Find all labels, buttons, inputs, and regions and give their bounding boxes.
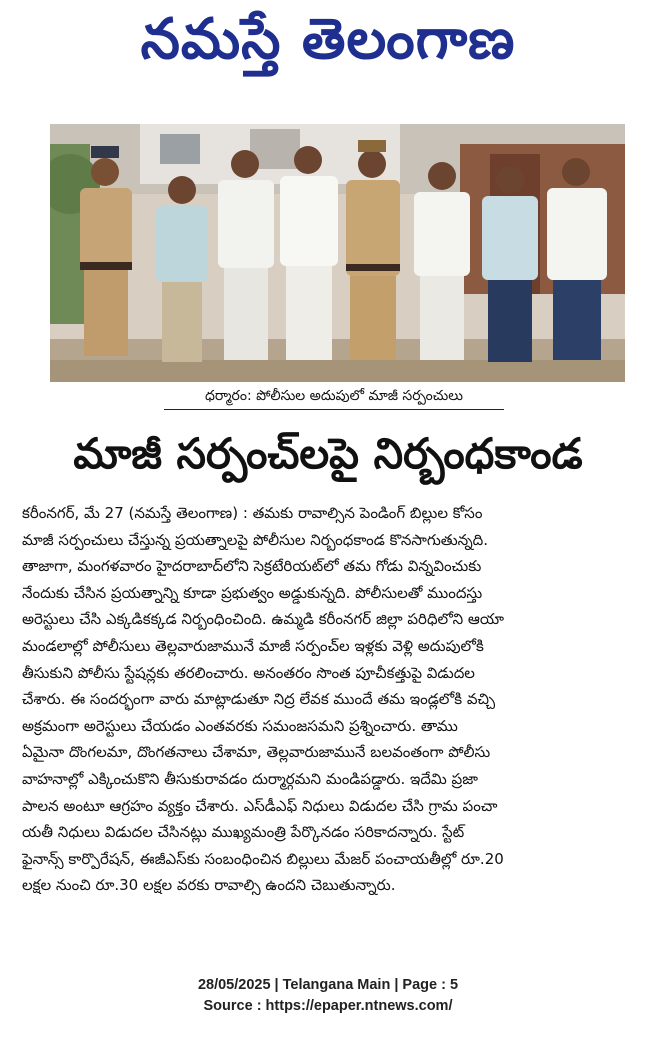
- article-line: యతీ నిధులు విడుదల చేసినట్లు ముఖ్యమంత్రి పేర్కొనడం సరికాదన్నారు. స్టేట్: [22, 823, 465, 842]
- article-line: లక్షల నుంచి రూ.30 లక్షల వరకు రావాల్సి ఉందని చెబుతున్నారు.: [22, 876, 396, 895]
- newspaper-title: నమస్తే తెలంగాణ: [140, 6, 516, 72]
- article-line: ఏమైనా దొంగలమా, దొంగతనాలు చేశామా, తెల్లవారుజామునే బలవంతంగా పోలీసు: [22, 743, 491, 762]
- article-body: [22, 500, 634, 899]
- article-line: తాజాగా, మంగళవారం హైదరాబాద్‌లోని సెక్రటేరియట్‌లో తమ గోడు విన్నవించుకు: [22, 557, 482, 576]
- article-line: పాలన అంటూ ఆగ్రహం వ్యక్తం చేశారు. ఎస్‌డీఎఫ్ నిధులు విడుదల చేసి గ్రామ పంచా: [22, 796, 498, 815]
- article-line: తీసుకుని పోలీసు స్టేషన్లకు తరలించారు. అనంతరం సొంత పూచీకత్తుపై విడుదల: [22, 663, 475, 682]
- article-line: అక్రమంగా అరెస్టులు చేయడం ఎంతవరకు సమంజసమని ప్రశ్నించారు. తాము: [22, 716, 458, 735]
- article-line: మాజీ సర్పంచులు చేస్తున్న ప్రయత్నాలపై పోలీసుల నిర్బంధకాండ కొనసాగుతున్నది.: [22, 530, 488, 549]
- person-3: [218, 150, 274, 360]
- footer-source-line: Source : https://epaper.ntnews.com/: [203, 998, 453, 1014]
- article-line: చేశారు. ఈ సందర్భంగా వారు మాట్లాడుతూ నిద్ర లేవక ముందే తమ ఇండ్లలోకి వచ్చి: [22, 690, 496, 709]
- footer: [0, 975, 656, 1017]
- article-line: అరెస్టులు చేసి ఎక్కడికక్కడ నిర్బంధించింది. ఉమ్మడి కరీంనగర్ జిల్లా పరిధిలోని ఆయా: [22, 610, 504, 629]
- footer-date-line: 28/05/2025 | Telangana Main | Page : 5: [197, 977, 459, 993]
- person-4: [280, 146, 338, 360]
- article-line: కరీంనగర్, మే 27 (నమస్తే తెలంగాణ) : తమకు రావాల్సిన పెండింగ్ బిల్లుల కోసం: [22, 504, 483, 522]
- article-line: వాహనాల్లో ఎక్కించుకొని తీసుకురావడం దుర్మార్గమని మండిపడ్డారు. ఇదేమి ప్రజా: [22, 769, 478, 788]
- article-line: ఫైనాన్స్ కార్పొరేషన్, ఈజీఎస్‌కు సంబంధించిన బిల్లులు మేజర్ పంచాయతీల్లో రూ.20: [22, 849, 504, 868]
- masthead: [90, 6, 566, 86]
- article-line: నేందుకు చేసిన ప్రయత్నాన్ని కూడా ప్రభుత్వం అడ్డుకున్నది. పోలీసులతో ముందస్తు: [22, 583, 483, 602]
- person-8: [547, 158, 607, 360]
- article-line: మండలాల్లో పోలీసులు తెల్లవారుజామునే మాజీ సర్పంచ్‌ల ఇళ్లకు వెళ్లి అదుపులోకి: [22, 636, 484, 655]
- news-photo: [50, 124, 625, 382]
- headline: మాజీ సర్పంచ్‌లపై నిర్బంధకాండ: [73, 429, 583, 478]
- photo-caption: ధర్మారం: పోలీసుల అదుపులో మాజీ సర్పంచులు: [164, 385, 504, 410]
